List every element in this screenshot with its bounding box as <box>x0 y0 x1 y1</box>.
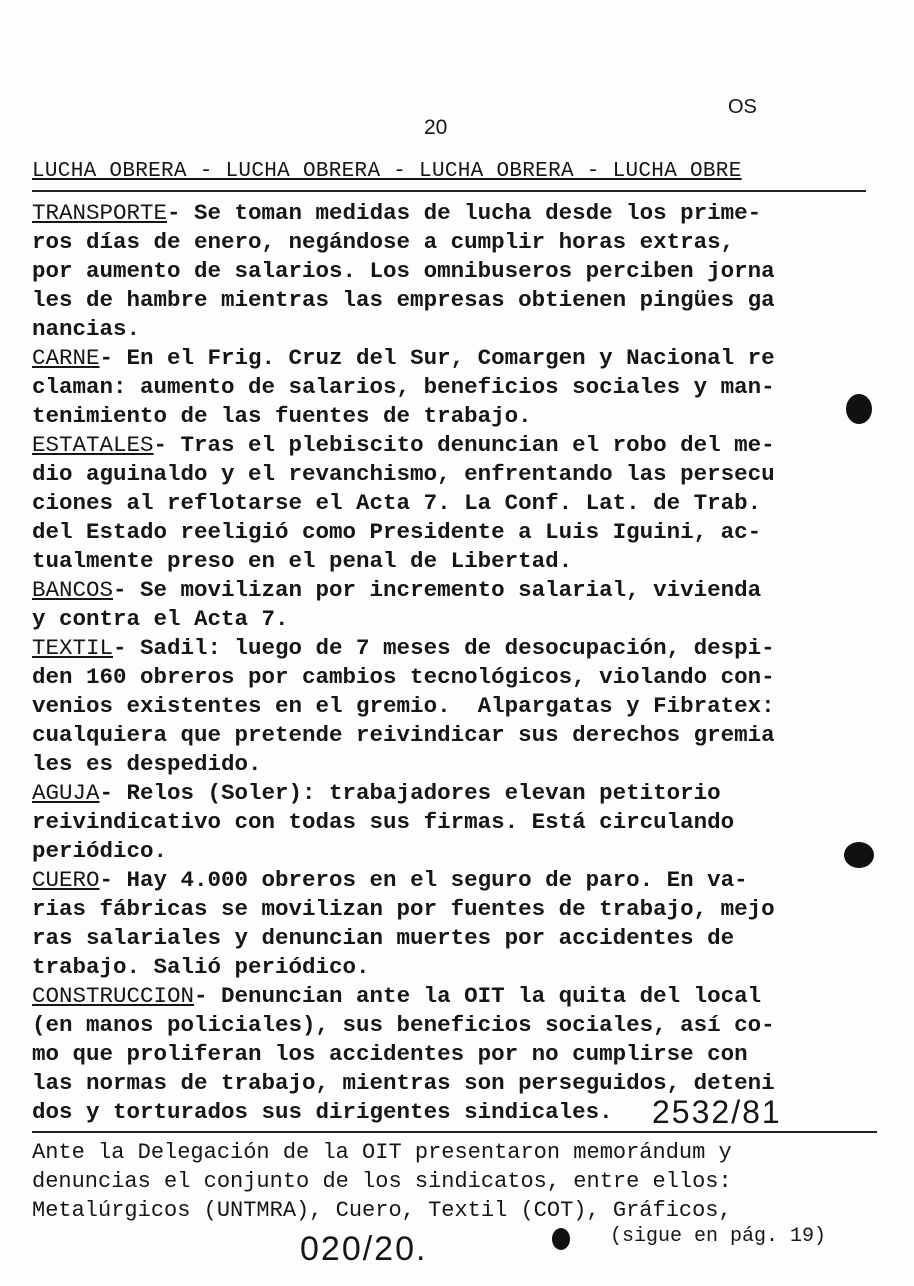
text-line <box>32 924 882 953</box>
section-heading: BANCOS <box>32 577 114 603</box>
footer-line: Ante la Delegación de la OIT presentaron memorándum y <box>32 1140 732 1165</box>
section-text: - Se toman medidas de lucha desde los prime- <box>167 200 762 226</box>
text-line <box>32 547 882 576</box>
header-rule <box>32 190 866 192</box>
continued-note: (sigue en pág. 19) <box>610 1225 827 1248</box>
section-text: - Relos (Soler): trabajadores elevan petitorio <box>99 780 721 806</box>
section-text: les de hambre mientras las empresas obtienen pingües ga <box>32 287 775 313</box>
text-line <box>32 373 882 402</box>
section-text: y contra el Acta 7. <box>32 606 289 632</box>
section-text: tualmente preso en el penal de Libertad. <box>32 548 573 574</box>
text-line <box>32 634 882 663</box>
section-text: del Estado reeligió como Presidente a Luis Iguini, ac- <box>32 519 762 545</box>
text-line <box>32 605 882 634</box>
text-line <box>32 1011 882 1040</box>
text-line <box>32 953 882 982</box>
text-line <box>32 779 882 808</box>
text-line <box>32 257 882 286</box>
header-banner: LUCHA OBRERA - LUCHA OBRERA - LUCHA OBRERA - LUCHA OBRE <box>32 160 742 183</box>
section-text: tenimiento de las fuentes de trabajo. <box>32 403 532 429</box>
section-heading: CUERO <box>32 867 100 893</box>
text-line <box>32 489 882 518</box>
section-text: las normas de trabajo, mientras son perseguidos, deteni <box>32 1070 775 1096</box>
text-line <box>32 895 882 924</box>
text-line <box>32 837 882 866</box>
footer-paragraph <box>32 1138 732 1225</box>
section-text: rias fábricas se movilizan por fuentes de trabajo, mejo <box>32 896 775 922</box>
footer-line: Metalúrgicos (UNTMRA), Cuero, Textil (COT), Gráficos, <box>32 1198 732 1223</box>
text-line <box>32 344 882 373</box>
section-heading: TEXTIL <box>32 635 114 661</box>
text-line <box>32 518 882 547</box>
section-text: ros días de enero, negándose a cumplir horas extras, <box>32 229 735 255</box>
text-line <box>32 692 882 721</box>
text-line <box>32 199 882 228</box>
section-text: den 160 obreros por cambios tecnológicos, violando con- <box>32 664 775 690</box>
section-text: dio aguinaldo y el revanchismo, enfrentando las persecu <box>32 461 775 487</box>
section-text: - En el Frig. Cruz del Sur, Comargen y Nacional re <box>99 345 775 371</box>
text-line <box>32 982 882 1011</box>
text-line <box>32 1040 882 1069</box>
text-line <box>32 431 882 460</box>
footer-divider <box>32 1131 877 1133</box>
section-text: claman: aumento de salarios, beneficios sociales y man- <box>32 374 775 400</box>
section-heading: TRANSPORTE <box>32 200 168 226</box>
text-line <box>32 808 882 837</box>
section-text: - Denuncian ante la OIT la quita del local <box>194 983 762 1009</box>
section-text: - Se movilizan por incremento salarial, vivienda <box>113 577 762 603</box>
section-text: reivindicativo con todas sus firmas. Está circulando <box>32 809 735 835</box>
section-text: (en manos policiales), sus beneficios sociales, así co- <box>32 1012 775 1038</box>
article-body <box>32 199 882 1127</box>
section-heading: AGUJA <box>32 780 100 806</box>
stamp-code: 2532/81 <box>652 1094 782 1130</box>
section-text: ras salariales y denuncian muertes por accidentes de <box>32 925 735 951</box>
section-text: - Sadil: luego de 7 meses de desocupación, despi- <box>113 635 775 661</box>
section-heading: ESTATALES <box>32 432 154 458</box>
section-text: venios existentes en el gremio. Alpargatas y Fibratex: <box>32 693 775 719</box>
section-heading: CARNE <box>32 345 100 371</box>
text-line <box>32 721 882 750</box>
section-text: cualquiera que pretende reivindicar sus derechos gremia <box>32 722 775 748</box>
text-line <box>32 286 882 315</box>
archive-stamp-number: 020/20. <box>300 1230 428 1268</box>
section-text: ciones al reflotarse el Acta 7. La Conf. Lat. de Trab. <box>32 490 762 516</box>
section-text: les es despedido. <box>32 751 262 777</box>
section-text: dos y torturados sus dirigentes sindicales. <box>32 1099 613 1125</box>
text-line <box>32 663 882 692</box>
footer-line: denuncias el conjunto de los sindicatos, entre ellos: <box>32 1169 732 1194</box>
page-number: 20 <box>424 116 448 139</box>
text-line <box>32 460 882 489</box>
section-text: trabajo. Salió periódico. <box>32 954 370 980</box>
section-text: nancias. <box>32 316 141 342</box>
text-line <box>32 576 882 605</box>
section-text: - Hay 4.000 obreros en el seguro de paro. En va- <box>99 867 748 893</box>
section-text: - Tras el plebiscito denuncian el robo del me- <box>153 432 775 458</box>
section-heading: CONSTRUCCION <box>32 983 195 1009</box>
corner-handwritten-mark: OS <box>728 96 757 118</box>
section-text: periódico. <box>32 838 168 864</box>
ink-blot <box>552 1228 570 1250</box>
text-line <box>32 228 882 257</box>
ink-blot <box>844 842 874 868</box>
section-text: mo que proliferan los accidentes por no cumplirse con <box>32 1041 748 1067</box>
text-line <box>32 750 882 779</box>
text-line <box>32 315 882 344</box>
text-line <box>32 866 882 895</box>
section-text: por aumento de salarios. Los omnibuseros perciben jorna <box>32 258 775 284</box>
text-line <box>32 402 882 431</box>
ink-blot <box>846 394 872 424</box>
